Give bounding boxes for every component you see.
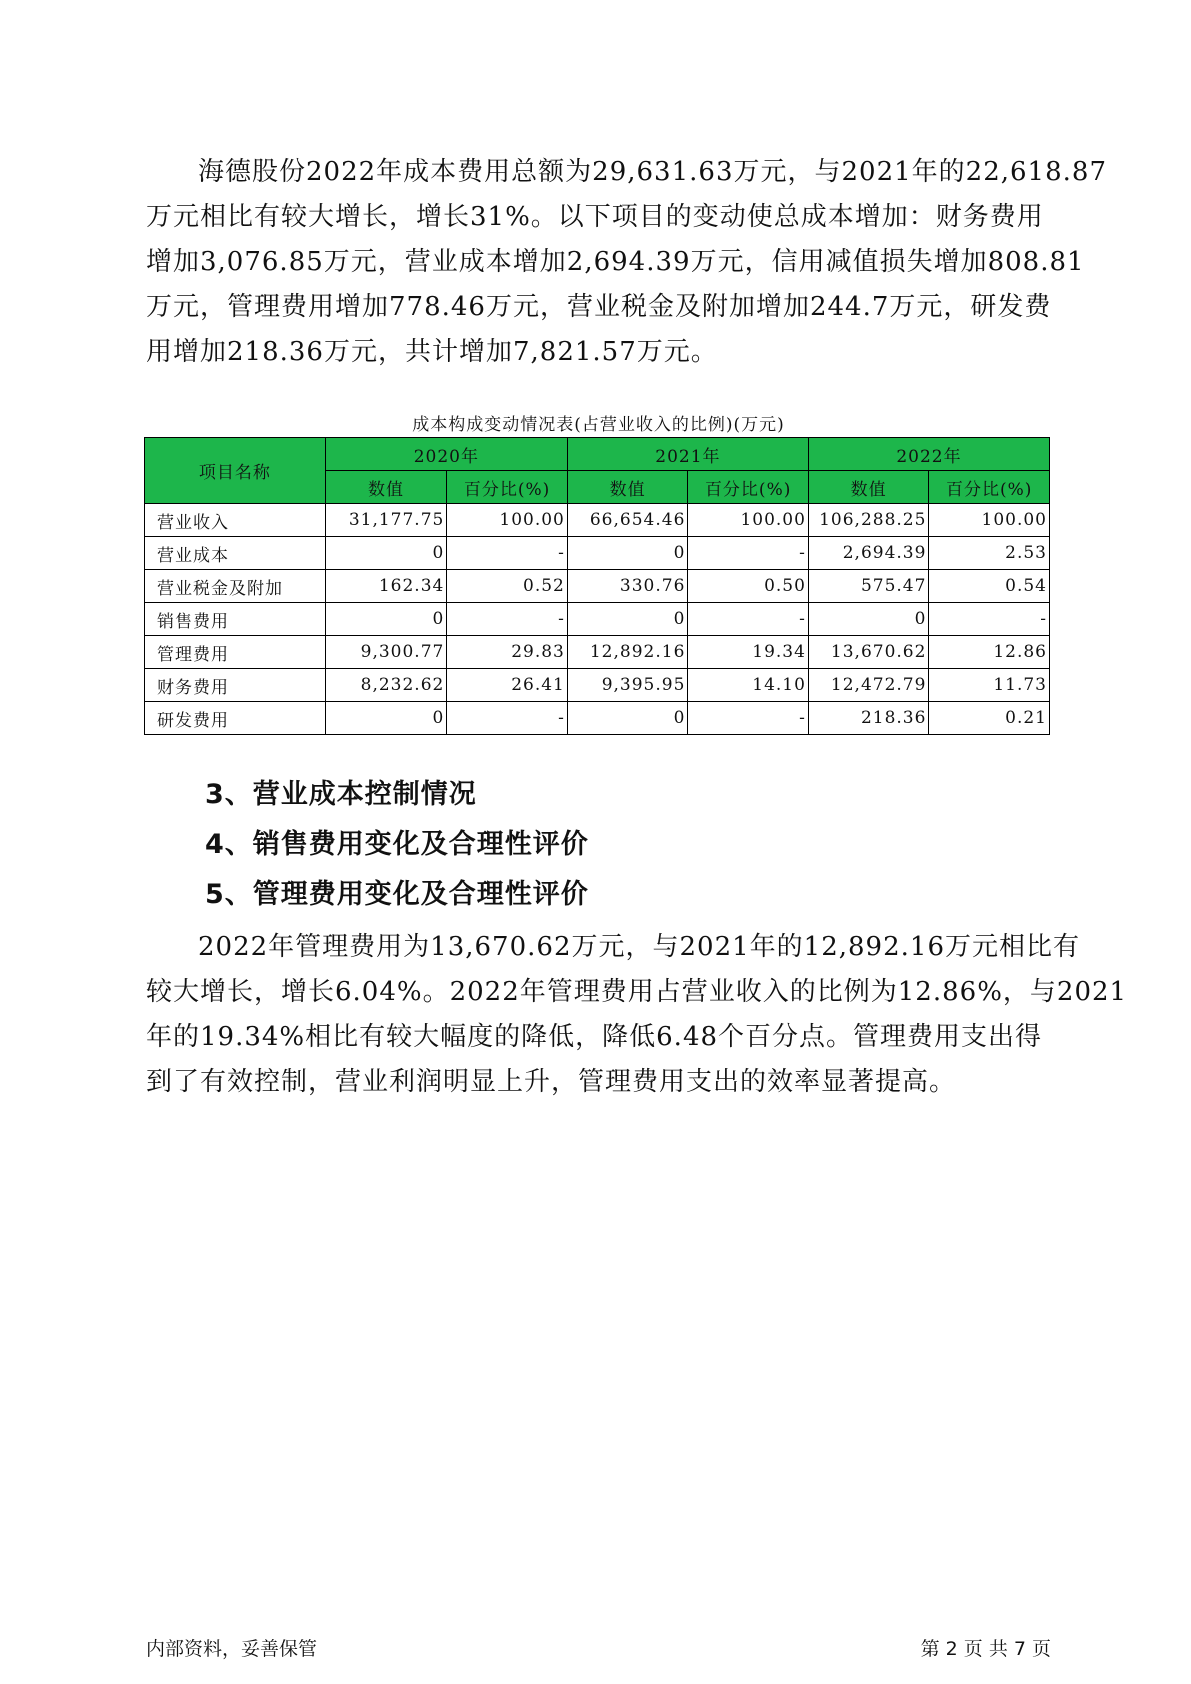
cell-value: 13,670.62 xyxy=(808,636,929,669)
cell-value: 0 xyxy=(567,702,688,735)
table-body xyxy=(145,504,1050,735)
header-value: 数值 xyxy=(325,471,447,504)
table-row xyxy=(145,537,1050,570)
cell-value: 218.36 xyxy=(808,702,929,735)
cell-percent: - xyxy=(688,702,809,735)
cell-percent: 0.52 xyxy=(447,570,568,603)
cell-percent: 0.21 xyxy=(929,702,1050,735)
cell-value: 0 xyxy=(325,603,447,636)
table-row xyxy=(145,636,1050,669)
paragraph-line: 用增加218.36万元，共计增加7,821.57万元。 xyxy=(146,337,718,367)
cell-value: 12,892.16 xyxy=(567,636,688,669)
header-percent: 百分比(%) xyxy=(929,471,1050,504)
cell-percent: 29.83 xyxy=(447,636,568,669)
section-heading: 5、管理费用变化及合理性评价 xyxy=(205,879,589,910)
row-item-name: 研发费用 xyxy=(145,702,326,735)
row-item-name: 营业成本 xyxy=(145,537,326,570)
section-heading: 3、营业成本控制情况 xyxy=(205,779,477,810)
paragraph-line: 万元，管理费用增加778.46万元，营业税金及附加增加244.7万元，研发费 xyxy=(146,292,1052,322)
cell-percent: 19.34 xyxy=(688,636,809,669)
table-row xyxy=(145,669,1050,702)
cell-percent: 26.41 xyxy=(447,669,568,702)
cell-value: 0 xyxy=(567,537,688,570)
row-item-name: 销售费用 xyxy=(145,603,326,636)
cell-value: 31,177.75 xyxy=(325,504,447,537)
cell-value: 66,654.46 xyxy=(567,504,688,537)
row-item-name: 营业税金及附加 xyxy=(145,570,326,603)
cell-percent: 100.00 xyxy=(688,504,809,537)
cell-percent: - xyxy=(688,603,809,636)
paragraph-line: 较大增长，增长6.04%。2022年管理费用占营业收入的比例为12.86%，与2021 xyxy=(146,977,1128,1007)
table-row xyxy=(145,603,1050,636)
cell-percent: - xyxy=(929,603,1050,636)
row-item-name: 财务费用 xyxy=(145,669,326,702)
section-headings xyxy=(205,770,589,920)
footer-page-number: 第 2 页 共 7 页 xyxy=(920,1638,1051,1660)
paragraph-line: 万元相比有较大增长，增长31%。以下项目的变动使总成本增加：财务费用 xyxy=(146,202,1044,232)
header-value: 数值 xyxy=(808,471,929,504)
cell-value: 9,395.95 xyxy=(567,669,688,702)
table-row xyxy=(145,504,1050,537)
header-percent: 百分比(%) xyxy=(688,471,809,504)
cell-percent: 14.10 xyxy=(688,669,809,702)
table-row xyxy=(145,702,1050,735)
cell-value: 0 xyxy=(808,603,929,636)
footer-confidential-note: 内部资料，妥善保管 xyxy=(146,1638,318,1660)
header-year: 2021年 xyxy=(567,438,808,471)
header-year: 2022年 xyxy=(808,438,1049,471)
row-item-name: 营业收入 xyxy=(145,504,326,537)
cell-percent: 0.54 xyxy=(929,570,1050,603)
table-caption: 成本构成变动情况表(占营业收入的比例)(万元) xyxy=(412,415,785,435)
cell-percent: 12.86 xyxy=(929,636,1050,669)
header-percent: 百分比(%) xyxy=(447,471,568,504)
paragraph-line: 2022年管理费用为13,670.62万元，与2021年的12,892.16万元相比有 xyxy=(198,932,1080,962)
cell-percent: 100.00 xyxy=(929,504,1050,537)
table-row xyxy=(145,570,1050,603)
header-value: 数值 xyxy=(567,471,688,504)
cell-value: 0 xyxy=(325,702,447,735)
row-item-name: 管理费用 xyxy=(145,636,326,669)
cost-structure-table xyxy=(144,437,1050,735)
cell-value: 0 xyxy=(325,537,447,570)
cell-value: 575.47 xyxy=(808,570,929,603)
section-heading: 4、销售费用变化及合理性评价 xyxy=(205,829,589,860)
cell-value: 2,694.39 xyxy=(808,537,929,570)
cell-percent: - xyxy=(447,537,568,570)
cell-value: 330.76 xyxy=(567,570,688,603)
paragraph-line: 到了有效控制，营业利润明显上升，管理费用支出的效率显著提高。 xyxy=(146,1067,957,1097)
cell-value: 162.34 xyxy=(325,570,447,603)
cell-percent: - xyxy=(447,603,568,636)
cell-percent: 11.73 xyxy=(929,669,1050,702)
paragraph-line: 年的19.34%相比有较大幅度的降低，降低6.48个百分点。管理费用支出得 xyxy=(146,1022,1043,1052)
paragraph-admin-expense xyxy=(146,925,1128,1105)
paragraph-line: 增加3,076.85万元，营业成本增加2,694.39万元，信用减值损失增加808.81 xyxy=(146,247,1085,277)
cell-percent: - xyxy=(447,702,568,735)
cell-percent: 2.53 xyxy=(929,537,1050,570)
cell-percent: 100.00 xyxy=(447,504,568,537)
cell-value: 8,232.62 xyxy=(325,669,447,702)
header-year: 2020年 xyxy=(325,438,567,471)
paragraph-line: 海德股份2022年成本费用总额为29,631.63万元，与2021年的22,618.87 xyxy=(198,157,1107,187)
header-item-name: 项目名称 xyxy=(145,438,326,504)
cell-value: 106,288.25 xyxy=(808,504,929,537)
cell-percent: 0.50 xyxy=(688,570,809,603)
cell-value: 9,300.77 xyxy=(325,636,447,669)
cell-percent: - xyxy=(688,537,809,570)
cell-value: 12,472.79 xyxy=(808,669,929,702)
paragraph-cost-summary xyxy=(146,150,1107,375)
cell-value: 0 xyxy=(567,603,688,636)
